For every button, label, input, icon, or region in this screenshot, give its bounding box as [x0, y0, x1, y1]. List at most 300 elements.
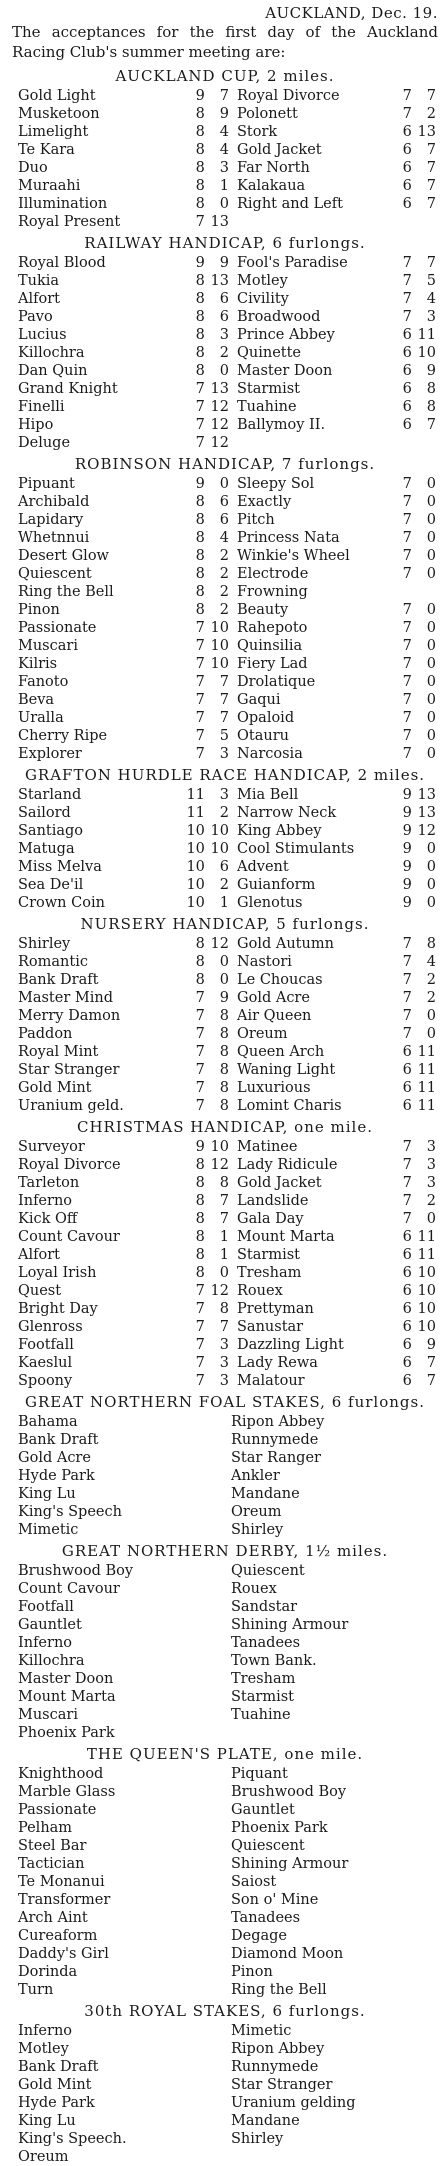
horse-name: Royal Divorce: [237, 88, 340, 104]
weight-pounds: 0: [426, 692, 436, 708]
weight-stone: 7: [402, 692, 412, 708]
weight-pounds: 0: [426, 859, 436, 875]
weight-stone: 7: [195, 1283, 205, 1299]
weight-stone: 6: [402, 124, 412, 140]
weight-pounds: 2: [426, 1193, 436, 1209]
horse-name: Gala Day: [237, 1211, 304, 1227]
weight-stone: 7: [195, 1337, 205, 1353]
entry-row: [12, 1210, 438, 1228]
entry-row: [12, 1192, 438, 1210]
weight-pounds: 0: [219, 954, 229, 970]
weight-pounds: 8: [219, 1301, 229, 1317]
weight-stone: 7: [195, 692, 205, 708]
horse-name: Otauru: [237, 728, 289, 744]
entry-row: [12, 1634, 438, 1652]
horse-name: Starland: [18, 787, 82, 803]
horse-name: Muscari: [18, 638, 78, 654]
entry-row: [12, 511, 438, 529]
entry-row: [12, 1354, 438, 1372]
entry-row: [12, 1909, 438, 1927]
weight-pounds: 9: [426, 363, 436, 379]
weight-pounds: 7: [426, 255, 436, 271]
weight-pounds: 0: [426, 895, 436, 911]
horse-name: Ring the Bell: [18, 584, 114, 600]
horse-name: Footfall: [18, 1599, 74, 1615]
horse-name: Romantic: [18, 954, 88, 970]
horse-name: Uralla: [18, 710, 64, 726]
weight-pounds: 13: [210, 273, 229, 289]
entries-table: [12, 254, 438, 452]
horse-name: Sandstar: [231, 1599, 298, 1615]
horse-name: Tactician: [18, 1856, 85, 1872]
horse-name: Finelli: [18, 399, 65, 415]
horse-name: Quinsilia: [237, 638, 303, 654]
weight-pounds: 10: [417, 1301, 436, 1317]
weight-pounds: 13: [417, 805, 436, 821]
horse-name: Explorer: [18, 746, 82, 762]
weight-pounds: 8: [426, 936, 436, 952]
horse-name: Killochra: [18, 1653, 85, 1669]
entry-row: [12, 673, 438, 691]
entry-row: [12, 2022, 438, 2040]
entry-row: [12, 159, 438, 177]
horse-name: Whetnnui: [18, 530, 90, 546]
weight-stone: 6: [402, 1044, 412, 1060]
horse-name: Phoenix Park: [231, 1820, 328, 1836]
entries-table: [12, 475, 438, 763]
weight-pounds: 12: [210, 1157, 229, 1173]
horse-name: Santiago: [18, 823, 84, 839]
weight-pounds: 0: [426, 638, 436, 654]
section-railway-handicap: [12, 233, 438, 452]
weight-pounds: 10: [210, 1139, 229, 1155]
entry-row: [12, 1485, 438, 1503]
weight-pounds: 0: [426, 620, 436, 636]
entry-row: [12, 434, 438, 452]
horse-name: Bank Draft: [18, 2059, 99, 2075]
weight-pounds: 10: [210, 841, 229, 857]
horse-name: Mandane: [231, 2113, 300, 2129]
weight-pounds: 7: [219, 1211, 229, 1227]
entry-row: [12, 195, 438, 213]
horse-name: Glenotus: [237, 895, 303, 911]
weight-stone: [388, 434, 412, 452]
horse-name: Hipo: [18, 417, 54, 433]
horse-name: Mount Marta: [18, 1689, 116, 1705]
weight-stone: 7: [402, 954, 412, 970]
entry-row: [12, 308, 438, 326]
horse-name: Kaeslul: [18, 1355, 73, 1371]
horse-name: Exactly: [237, 494, 292, 510]
weight-stone: 7: [402, 106, 412, 122]
weight-stone: 8: [195, 106, 205, 122]
entry-row: [12, 1372, 438, 1390]
weight-stone: 6: [402, 1062, 412, 1078]
entries-table: [12, 1765, 438, 1999]
horse-name: Uranium geld.: [18, 1098, 124, 1114]
weight-pounds: 2: [219, 877, 229, 893]
weight-stone: 6: [402, 381, 412, 397]
weight-stone: 6: [402, 1098, 412, 1114]
weight-stone: 7: [195, 674, 205, 690]
weight-stone: 10: [186, 841, 205, 857]
horse-name: King Abbey: [237, 823, 322, 839]
weight-stone: 6: [402, 1229, 412, 1245]
entry-row: [12, 953, 438, 971]
horse-name: Kilris: [18, 656, 58, 672]
weight-pounds: 0: [426, 566, 436, 582]
section-title: GREAT NORTHERN FOAL STAKES, 6 furlongs.: [25, 1393, 425, 1411]
weight-pounds: 13: [417, 787, 436, 803]
section-grafton-hurdle: [12, 765, 438, 912]
entry-row: [12, 141, 438, 159]
horse-name: Loyal Irish: [18, 1265, 97, 1281]
horse-name: Transformer: [18, 1892, 111, 1908]
horse-name: Motley: [18, 2041, 69, 2057]
weight-stone: 7: [402, 530, 412, 546]
horse-name: Alfort: [18, 1247, 60, 1263]
weight-stone: 7: [402, 728, 412, 744]
weight-pounds: 11: [417, 1062, 436, 1078]
entry-row: [12, 529, 438, 547]
weight-pounds: 7: [426, 88, 436, 104]
weight-pounds: 2: [426, 990, 436, 1006]
weight-pounds: 11: [417, 1080, 436, 1096]
weight-stone: 8: [195, 345, 205, 361]
entry-row: [12, 380, 438, 398]
weight-stone: 7: [195, 435, 205, 451]
horse-name: Rouex: [237, 1283, 283, 1299]
entry-row: [12, 344, 438, 362]
horse-name: Malatour: [237, 1373, 305, 1389]
horse-name: Gaqui: [237, 692, 281, 708]
horse-name: Bahama: [18, 1414, 78, 1430]
weight-pounds: 2: [426, 972, 436, 988]
horse-name: Gold Acre: [237, 990, 310, 1006]
weight-stone: 8: [195, 1265, 205, 1281]
entry-row: [12, 1837, 438, 1855]
weight-stone: 11: [186, 805, 205, 821]
horse-name: Matuga: [18, 841, 75, 857]
weight-pounds: 12: [210, 417, 229, 433]
weight-pounds: 10: [210, 656, 229, 672]
horse-name: King Lu: [18, 1486, 76, 1502]
weight-pounds: 0: [426, 710, 436, 726]
entries-table: [12, 1413, 438, 1539]
weight-stone: 7: [195, 1062, 205, 1078]
entry-row: [12, 727, 438, 745]
horse-name: Gold Jacket: [237, 142, 322, 158]
horse-name: Cherry Ripe: [18, 728, 108, 744]
entry-row: [12, 1927, 438, 1945]
weight-stone: 6: [402, 1373, 412, 1389]
weight-pounds: 3: [219, 327, 229, 343]
entry-row: [12, 822, 438, 840]
weight-stone: 7: [195, 214, 205, 230]
horse-name: Beva: [18, 692, 55, 708]
entry-row: [12, 655, 438, 673]
horse-name: Mount Marta: [237, 1229, 335, 1245]
horse-name: Ripon Abbey: [231, 2041, 325, 2057]
horse-name: Dazzling Light: [237, 1337, 344, 1353]
weight-pounds: 5: [219, 728, 229, 744]
entry-row: [12, 2058, 438, 2076]
horse-name: Gold Mint: [18, 1080, 92, 1096]
weight-pounds: 9: [219, 990, 229, 1006]
weight-stone: 6: [402, 345, 412, 361]
horse-name: Musketoon: [18, 106, 100, 122]
weight-pounds: 1: [219, 895, 229, 911]
weight-stone: 7: [402, 936, 412, 952]
weight-stone: 7: [402, 88, 412, 104]
entry-row: [12, 1079, 438, 1097]
weight-pounds: 9: [426, 1337, 436, 1353]
section-title: ROBINSON HANDICAP, 7 furlongs.: [74, 455, 376, 473]
entry-row: [12, 1138, 438, 1156]
weight-stone: 8: [195, 291, 205, 307]
section-foal-stakes: [12, 1392, 438, 1539]
weight-pounds: 7: [426, 417, 436, 433]
weight-stone: 8: [195, 936, 205, 952]
section-robinson-handicap: [12, 454, 438, 763]
horse-name: Mimetic: [18, 1522, 79, 1538]
horse-name: Tukia: [18, 273, 60, 289]
horse-name: [231, 434, 388, 452]
weight-pounds: 10: [210, 823, 229, 839]
horse-name: Bank Draft: [18, 972, 99, 988]
weight-stone: 7: [402, 638, 412, 654]
weight-pounds: 6: [219, 309, 229, 325]
entry-row: [12, 1670, 438, 1688]
horse-name: Oreum: [231, 1504, 282, 1520]
weight-pounds: 0: [219, 363, 229, 379]
entry-row: [12, 840, 438, 858]
entry-row: [12, 2148, 438, 2166]
entry-row: [12, 745, 438, 763]
weight-stone: 6: [402, 1337, 412, 1353]
horse-name: Shirley: [18, 936, 71, 952]
horse-name: Ankler: [231, 1468, 280, 1484]
weight-stone: 7: [195, 1008, 205, 1024]
horse-name: Inferno: [18, 1635, 73, 1651]
weight-pounds: 0: [426, 548, 436, 564]
horse-name: Shirley: [231, 2131, 284, 2147]
horse-name: Spoony: [18, 1373, 73, 1389]
horse-name: Guianform: [237, 877, 316, 893]
entry-row: [12, 326, 438, 344]
weight-stone: 6: [402, 178, 412, 194]
weight-stone: 8: [195, 273, 205, 289]
horse-name: Count Cavour: [18, 1581, 120, 1597]
horse-name: Royal Present: [18, 214, 121, 230]
entry-row: [12, 1598, 438, 1616]
entries-table: [12, 786, 438, 912]
weight-stone: 7: [402, 656, 412, 672]
weight-pounds: 8: [219, 1008, 229, 1024]
weight-stone: 7: [402, 1175, 412, 1191]
weight-pounds: 3: [219, 1373, 229, 1389]
horse-name: Diamond Moon: [231, 1946, 344, 1962]
horse-name: Count Cavour: [18, 1229, 120, 1245]
horse-name: Prettyman: [237, 1301, 314, 1317]
entry-row: [12, 1981, 438, 1999]
weight-stone: 7: [195, 417, 205, 433]
weight-stone: 9: [402, 787, 412, 803]
horse-name: Fanoto: [18, 674, 69, 690]
weight-stone: 7: [195, 746, 205, 762]
weight-stone: 8: [195, 160, 205, 176]
weight-pounds: 0: [426, 1026, 436, 1042]
horse-name: Lucius: [18, 327, 67, 343]
weight-pounds: 4: [219, 142, 229, 158]
weight-pounds: 8: [219, 1026, 229, 1042]
horse-name: Paddon: [18, 1026, 73, 1042]
entry-row: [12, 786, 438, 804]
horse-name: Princess Nata: [237, 530, 340, 546]
weight-stone: 8: [195, 178, 205, 194]
horse-name: Narrow Neck: [237, 805, 337, 821]
horse-name: Opaloid: [237, 710, 295, 726]
weight-stone: 8: [195, 602, 205, 618]
horse-name: Lady Rewa: [237, 1355, 318, 1371]
weight-stone: 9: [195, 1139, 205, 1155]
horse-name: Merry Damon: [18, 1008, 121, 1024]
weight-pounds: 7: [426, 142, 436, 158]
weight-stone: 8: [195, 566, 205, 582]
horse-name: Luxurious: [237, 1080, 311, 1096]
weight-stone: 9: [402, 823, 412, 839]
entry-row: [12, 1801, 438, 1819]
weight-pounds: 6: [219, 291, 229, 307]
weight-stone: 10: [186, 859, 205, 875]
horse-name: Te Kara: [18, 142, 75, 158]
weight-pounds: 6: [219, 512, 229, 528]
weight-pounds: 7: [426, 1373, 436, 1389]
weight-stone: 6: [402, 363, 412, 379]
horse-name: Miss Melva: [18, 859, 102, 875]
weight-pounds: 0: [219, 476, 229, 492]
weight-pounds: 2: [219, 805, 229, 821]
horse-name: Uranium gelding: [231, 2095, 356, 2111]
horse-name: Tresham: [237, 1265, 302, 1281]
entry-row: [12, 1873, 438, 1891]
horse-name: Te Monanui: [18, 1874, 105, 1890]
weight-stone: 7: [402, 746, 412, 762]
horse-name: King's Speech.: [18, 2131, 127, 2147]
horse-name: Rouex: [231, 1581, 277, 1597]
horse-name: Limelight: [18, 124, 89, 140]
entry-row: [12, 565, 438, 583]
entry-row: [12, 2130, 438, 2148]
weight-stone: 7: [402, 620, 412, 636]
weight-stone: 7: [195, 638, 205, 654]
entry-row: [12, 1007, 438, 1025]
weight-pounds: 10: [417, 1265, 436, 1281]
weight-stone: 7: [402, 1026, 412, 1042]
weight-pounds: 2: [426, 106, 436, 122]
weight-pounds: 0: [426, 728, 436, 744]
entry-row: [12, 1819, 438, 1837]
horse-name: Brushwood Boy: [231, 1784, 347, 1800]
weight-stone: 7: [402, 674, 412, 690]
weight-stone: 6: [402, 1265, 412, 1281]
entries-table: [12, 1138, 438, 1390]
weight-stone: 7: [195, 656, 205, 672]
horse-name: Surveyor: [18, 1139, 85, 1155]
weight-stone: 6: [402, 327, 412, 343]
entry-row: [12, 1521, 438, 1539]
weight-stone: 7: [195, 1080, 205, 1096]
horse-name: Queen Arch: [237, 1044, 325, 1060]
horse-name: Fiery Lad: [237, 656, 308, 672]
horse-name: Beauty: [237, 602, 289, 618]
entry-row: [12, 1282, 438, 1300]
weight-stone: 8: [195, 512, 205, 528]
horse-name: Motley: [237, 273, 288, 289]
weight-stone: 7: [402, 1193, 412, 1209]
weight-pounds: 7: [426, 160, 436, 176]
horse-name: Mimetic: [231, 2023, 292, 2039]
weight-stone: 6: [402, 1080, 412, 1096]
horse-name: Advent: [237, 859, 289, 875]
weight-stone: 10: [186, 895, 205, 911]
weight-pounds: 8: [219, 1175, 229, 1191]
section-nursery-handicap: [12, 914, 438, 1115]
horse-name: Starmist: [231, 1689, 294, 1705]
horse-name: Air Queen: [237, 1008, 312, 1024]
horse-name: Piquant: [231, 1766, 288, 1782]
horse-name: Footfall: [18, 1337, 74, 1353]
entry-row: [12, 493, 438, 511]
horse-name: Lady Ridicule: [237, 1157, 338, 1173]
entry-row: [12, 87, 438, 105]
weight-stone: 8: [195, 584, 205, 600]
horse-name: Degage: [231, 1928, 287, 1944]
horse-name: Gold Light: [18, 88, 96, 104]
horse-name: Lomint Charis: [237, 1098, 342, 1114]
entry-row: [12, 213, 438, 231]
horse-name: Shining Armour: [231, 1617, 349, 1633]
section-royal-stakes: [12, 2001, 438, 2166]
horse-name: Sailord: [18, 805, 71, 821]
weight-stone: 7: [402, 291, 412, 307]
weight-pounds: 0: [426, 746, 436, 762]
weight-stone: 8: [195, 1157, 205, 1173]
entry-row: [12, 1449, 438, 1467]
entry-row: [12, 1616, 438, 1634]
horse-name: Passionate: [18, 1802, 97, 1818]
horse-name: Royal Blood: [18, 255, 106, 271]
horse-name: Quest: [18, 1283, 62, 1299]
entry-row: [12, 1156, 438, 1174]
horse-name: [225, 2148, 438, 2166]
horse-name: Crown Coin: [18, 895, 105, 911]
entry-row: [12, 1336, 438, 1354]
weight-pounds: 11: [417, 1247, 436, 1263]
horse-name: Muraahi: [18, 178, 81, 194]
horse-name: Illumination: [18, 196, 108, 212]
weight-pounds: 0: [426, 512, 436, 528]
entry-row: [12, 1264, 438, 1282]
horse-name: Mia Bell: [237, 787, 299, 803]
horse-name: Saiost: [231, 1874, 277, 1890]
weight-pounds: 4: [219, 530, 229, 546]
weight-pounds: 7: [426, 196, 436, 212]
horse-name: Narcosia: [237, 746, 303, 762]
entry-row: [12, 105, 438, 123]
weight-pounds: 13: [417, 124, 436, 140]
weight-pounds: 0: [426, 841, 436, 857]
